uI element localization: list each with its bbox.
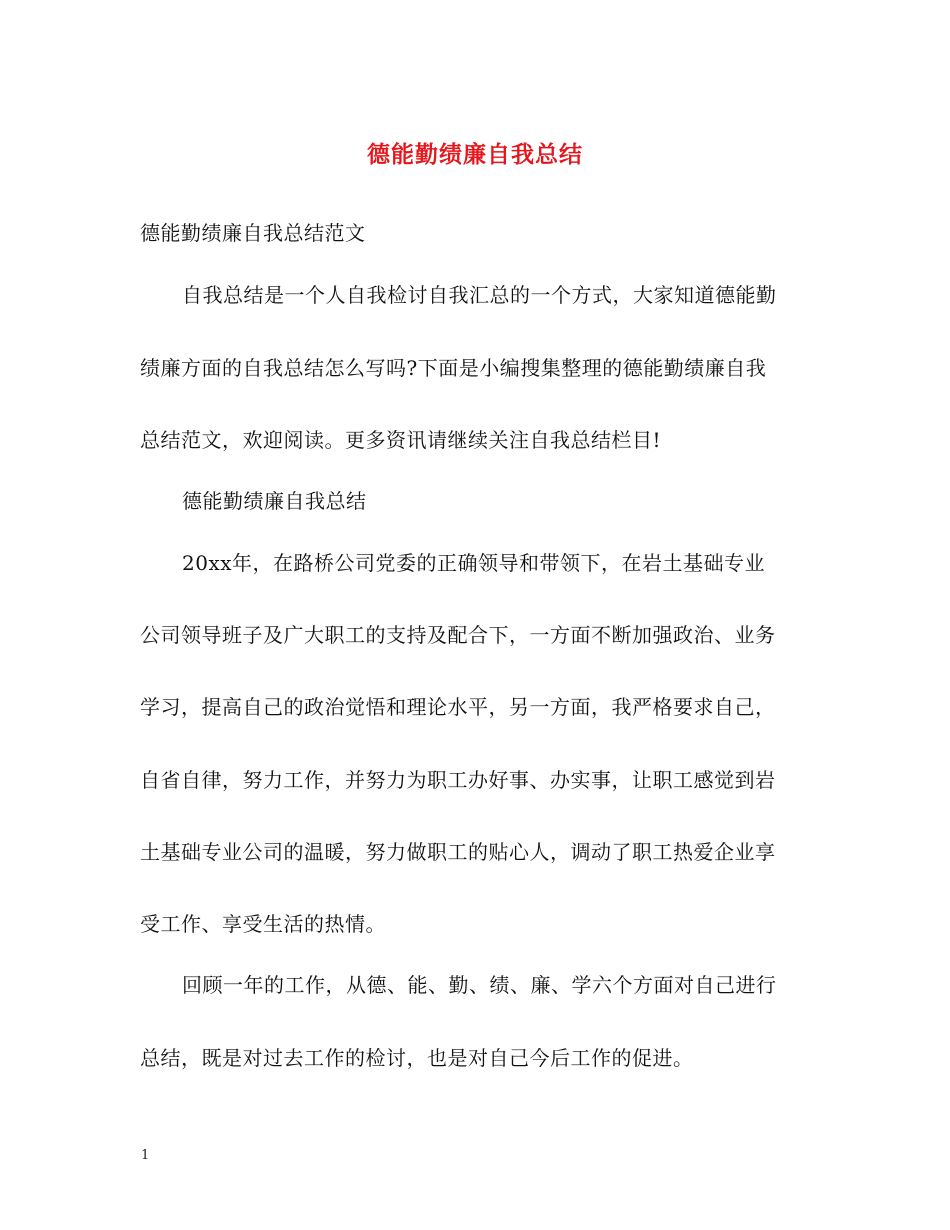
paragraph-2-line-4: 自省自律，努力工作，并努力为职工办好事、办实事，让职工感觉到岩 [140,768,776,792]
paragraph-3-line-1: 回顾一年的工作，从德、能、勤、绩、廉、学六个方面对自己进行 [182,973,777,997]
paragraph-2-line-1: 20xx年，在路桥公司党委的正确领导和带领下，在岩土基础专业 [182,551,766,575]
paragraph-2-line-6: 受工作、享受生活的热情。 [140,912,386,936]
paragraph-2-line-5: 土基础专业公司的温暖，努力做职工的贴心人，调动了职工热爱企业享 [140,840,776,864]
paragraph-2-line-3: 学习，提高自己的政治觉悟和理论水平，另一方面，我严格要求自己， [140,695,776,719]
paragraph-2-line-2: 公司领导班子及广大职工的支持及配合下，一方面不断加强政治、业务 [140,623,776,647]
paragraph-1-line-2: 绩廉方面的自我总结怎么写吗?下面是小编搜集整理的德能勤绩廉自我 [140,356,767,380]
document-title: 德能勤绩廉自我总结 [367,141,583,168]
page-number: 1 [141,1148,150,1163]
section-heading: 德能勤绩廉自我总结 [182,489,367,513]
paragraph-1-line-3: 总结范文，欢迎阅读。更多资讯请继续关注自我总结栏目! [140,428,662,452]
paragraph-3-line-2: 总结，既是对过去工作的检讨，也是对自己今后工作的促进。 [140,1046,694,1070]
paragraph-1-line-1: 自我总结是一个人自我检讨自我汇总的一个方式，大家知道德能勤 [182,283,777,307]
subtitle-line: 德能勤绩廉自我总结范文 [140,221,366,245]
